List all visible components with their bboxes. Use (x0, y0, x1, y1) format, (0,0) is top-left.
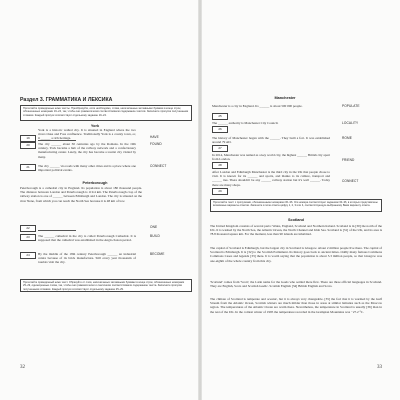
right-page (200, 0, 400, 400)
manchester-text-25: Manchester is a city in England. Its ______ is about 500 000 people. (212, 104, 303, 108)
manchester-heading: Manchester (274, 96, 296, 100)
manchester-text-29: After London and Edinburgh Manchester is the third city in the UK that people chose to visit. It is known for its ______ and sports, and thanks to its culture, transport and ______ ties. There shouldn't be any ______ railway station but it's well ______. Today there are many shops. (212, 170, 330, 187)
peterborough-heading: Peterborough (82, 181, 108, 185)
answer-box-20: 20 (20, 142, 36, 149)
keyword-23: BUILD (150, 234, 160, 238)
answer-box-21: 21 (20, 164, 36, 171)
answer-box-28: 28 (212, 162, 228, 169)
page-number-right: 33 (377, 365, 382, 370)
scotland-para-1: The United Kingdom consists of several parts: Wales, England, Scotland and Northern Ireland. Scotland is in [30] the north of the UK. It is washed by the North Sea, the Atlantic Ocean, the North Channel and Irish Sea. Scotland is [31] of the UK, and its area is 78.8 thousand square km. For the moment, less than 90 islands are inhabited. (210, 224, 382, 237)
answer-field-22[interactable] (38, 225, 76, 231)
york-text-20: The city ______ about 30 centuries ago by the Romans. In the 19th century, York became a hub of the railway network and a confectionery manufacturing center. Lately, the city has become a tourist city visited by many. (38, 142, 136, 159)
instruction-box-1: Прочитайте приведённые ниже тексты. Преобразуйте, если необходимо, слова, напечатанные заглавными буквами в конце строк, обозначенных номерами 19–24, так, чтобы они грамматически соответствовали содержанию текстов. Заполните пропуски полученными словами. Каждый пропуск соответствует отдельному заданию 19–24. (20, 105, 192, 121)
page-number-left: 32 (20, 365, 25, 370)
keyword-21: CONNECT (150, 164, 167, 168)
york-intro: York is a historic walled city. It is situated in England where the two rivers Ouse and Foss confluence. Traditionally York is a county town, or, it ______ a rich heritage. (38, 128, 136, 141)
answer-box-29: 29 (212, 188, 228, 195)
instruction-box-3: Прочитайте текст с пропусками, обозначенными номерами 30–36. Эти номера соответствуют заданиям 30–36, в которых представлены возможные варианты ответов. Запишите в поле ответа цифру 1, 2, 3 или 4, соответствующую выбранному Вами варианту ответа. (210, 199, 382, 212)
york-heading: York (90, 124, 100, 128)
peterborough-text-23: The ______ cathedral in the city is called Peterborough Cathedral. It is supposed that the cathedral was established in the Anglo-Saxon period. (38, 234, 136, 243)
answer-field-19[interactable] (38, 135, 76, 141)
manchester-text-27: The history of Manchester began with the ______. They built a fort. It was established around 79 AD. (212, 136, 330, 145)
answer-box-27: 27 (212, 145, 228, 152)
section-title: Раздел 3. ГРАММАТИКА И ЛЕКСИКА (20, 97, 113, 103)
keyword-26: LOCALITY (342, 121, 359, 125)
keyword-27: ROME (342, 136, 352, 140)
answer-box-26: 26 (212, 126, 228, 133)
keyword-28: FRIEND (342, 158, 355, 162)
answer-box-23: 23 (20, 234, 36, 241)
keyword-25: POPULATE (342, 104, 360, 108)
manchester-text-28: In 2014, Manchester was named as a key world city, the highest ______ British city apart from London. (212, 153, 330, 162)
answer-box-25: 25 (212, 113, 228, 120)
keyword-24: BECOME (150, 252, 165, 256)
answer-box-19: 19 (20, 135, 36, 142)
scotland-heading: Scotland (287, 218, 305, 222)
keyword-20: FOUND (150, 142, 162, 146)
instruction-box-2: Прочитайте приведённый ниже текст. Образуйте от слов, напечатанных заглавными буквами в конце строк, обозначенных номерами 25–29, однокоренные слова, так, чтобы они грамматически и лексически соответствовали содержанию текста. Заполните пропуски полученными словами. Каждый пропуск соответствует отдельному заданию 25–29. (20, 279, 192, 292)
peterborough-text-24: By the middle of the 18th century Peterborough ______ an industrial centre because of its brick manufacture. Still every year thousands of tourists visit the city. (38, 252, 136, 265)
answer-box-22: 22 (20, 225, 36, 232)
scotland-para-4: The climate of Scotland is temperate and oceanic, but it is always very changeable. [35] the fact that it is warmed by the Gulf Stream from the Atlantic Ocean, Scottish winters are much milder than those in areas at similar latitudes such as the Moscow region. The temperatures of the Atlantic Ocean are warm there. Nevertheless, the temperature in Scotland is usually [36] than in the rest of the UK. In the coldest winter of 1995 the temperature recorded in the Grampian Mountains was −27.2 °C. (210, 297, 382, 314)
keyword-19: HAVE (150, 135, 159, 139)
keyword-29: CONNECT (342, 179, 359, 183)
scotland-para-3: 'Scotland' comes from 'Scoti', the Latin name for the Gaels who settled there first. There are three official languages in Scotland. They are English, Scots and Scottish Gaelic. Scottish English [34] British English and Scots. (210, 280, 382, 289)
york-text-21: The city ______ via roads with many other cities and is a place where one important political events. (38, 164, 136, 173)
scotland-para-2: The capital of Scotland is Edinburgh, but the largest city in Scotland is Glasgow. About 2 million people live there. The capital of Scotland is Edinburgh. It is [32] to the Scottish Parliament. Its history goes back to ancient times. Oddly many famous Commons Commons Cases and legends [33] there. It is worth saying that the population is about 5.3 million people, so that Glasgow was one-eighth of the whole country from this city. (210, 246, 382, 263)
keyword-22: ONE (150, 225, 158, 229)
manchester-text-26: The ______ authority is Manchester City Council. (212, 121, 279, 125)
answer-box-24: 24 (20, 252, 36, 259)
peterborough-intro: Peterborough is a cathedral city in England. Its population is about 180 thousand people. The distance between London and Peterborough is 119.4 km. The Peterborough crop of the railway station is one of ______ between Edinburgh and London. The city is situated on the river Nene, from which you can reach the North Sea because it is 48 km of low. (20, 186, 142, 203)
